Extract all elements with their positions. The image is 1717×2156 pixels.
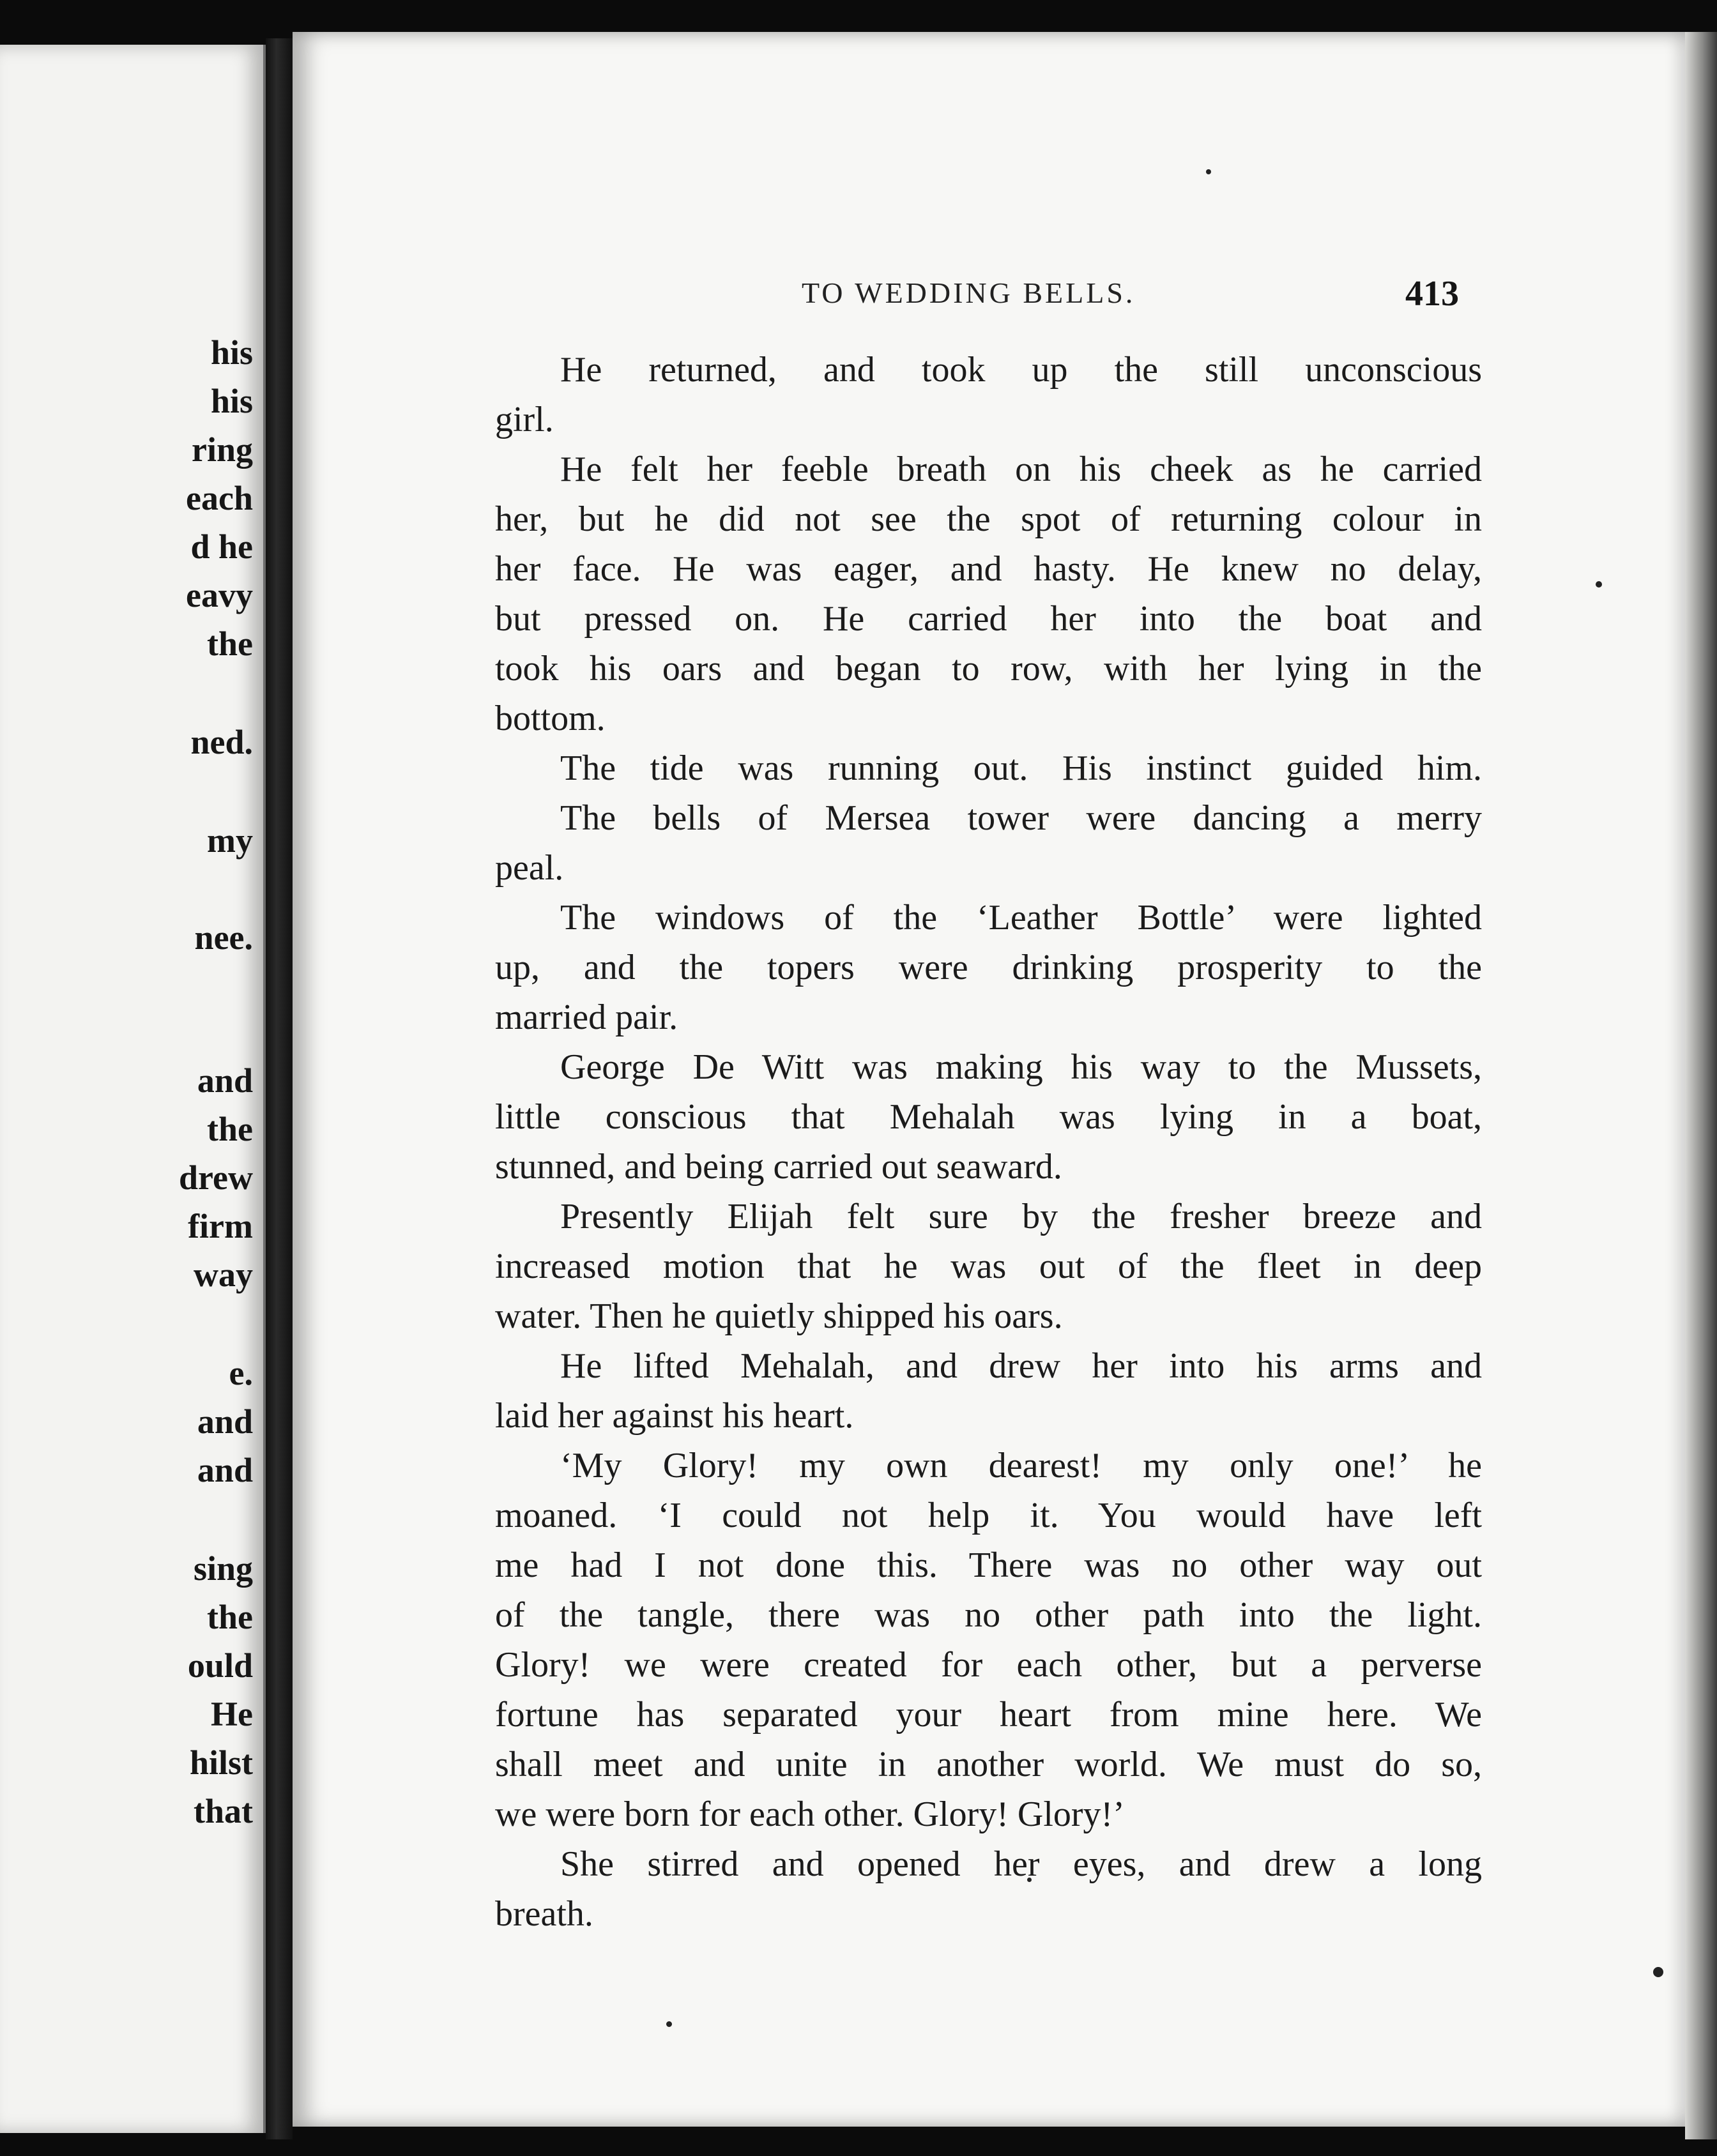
text-line: little conscious that Mehalah was lying in a boat, — [495, 1097, 1482, 1137]
left-page-fragment: eavy — [186, 576, 253, 614]
left-page-fragment: e. — [229, 1354, 253, 1392]
left-page-fragment: firm — [188, 1207, 253, 1245]
left-page-fragment: his — [210, 382, 253, 420]
text-line: breath. — [495, 1894, 593, 1934]
text-line: increased motion that he was out of the fleet in deep — [495, 1247, 1482, 1286]
text-line: The tide was running out. His instinct guided him. — [560, 748, 1482, 788]
text-line: moaned. ‘I could not help it. You would have left — [495, 1496, 1482, 1535]
text-line: laid her against his heart. — [495, 1396, 854, 1436]
running-head: TO WEDDING BELLS. — [802, 277, 1136, 309]
text-line: her, but he did not see the spot of returning colour in — [495, 499, 1482, 539]
text-line: water. Then he quietly shipped his oars. — [495, 1296, 1063, 1336]
text-line: me had I not done this. There was no other way out — [495, 1545, 1482, 1585]
text-line: her face. He was eager, and hasty. He knew no delay, — [495, 549, 1482, 589]
speck — [666, 2021, 672, 2027]
text-line: The windows of the ‘Leather Bottle’ were lighted — [560, 898, 1482, 938]
text-line: He lifted Mehalah, and drew her into his arms and — [560, 1346, 1482, 1386]
left-page-fragment: d he — [190, 528, 253, 566]
text-line: The bells of Mersea tower were dancing a merry — [560, 798, 1482, 838]
left-page-fragment: that — [194, 1792, 253, 1830]
left-page-fragment: drew — [179, 1158, 253, 1197]
text-line: shall meet and unite in another world. We must do so, — [495, 1745, 1482, 1784]
text-line: Glory! we were created for each other, but a perverse — [495, 1645, 1482, 1685]
left-page-fragment: ould — [187, 1646, 253, 1685]
left-page-fragment: and — [197, 1451, 253, 1489]
page-number: 413 — [1405, 274, 1459, 314]
left-page-fragment: and — [197, 1402, 253, 1441]
left-page-fragment: hilst — [189, 1743, 253, 1782]
speck — [1653, 1967, 1663, 1977]
left-facing-page — [0, 45, 266, 2133]
left-page-fragment: nee. — [194, 918, 253, 957]
book-gutter — [266, 38, 293, 2139]
left-page-fragment: the — [207, 1598, 253, 1636]
text-line: He felt her feeble breath on his cheek as he carried — [560, 450, 1482, 489]
text-line: but pressed on. He carried her into the boat and — [495, 599, 1482, 639]
left-page-fragment: way — [194, 1256, 253, 1294]
text-line: we were born for each other. Glory! Glory!’ — [495, 1795, 1125, 1834]
left-page-fragment: and — [197, 1061, 253, 1100]
text-line: bottom. — [495, 699, 606, 738]
text-line: of the tangle, there was no other path into the light. — [495, 1595, 1482, 1635]
text-line: She stirred and opened her eyes, and drew a long — [560, 1844, 1482, 1884]
left-page-fragment: sing — [193, 1549, 253, 1588]
text-line: girl. — [495, 400, 554, 439]
left-page-fragment: the — [207, 625, 253, 663]
speck — [1596, 581, 1602, 588]
left-page-fragment: my — [207, 821, 253, 860]
text-line: He returned, and took up the still unconscious — [560, 350, 1482, 390]
speck — [1206, 169, 1211, 174]
left-page-fragment: He — [211, 1695, 253, 1733]
text-line: Presently Elijah felt sure by the fresher breeze and — [560, 1197, 1482, 1236]
text-line: up, and the topers were drinking prosperity to the — [495, 948, 1482, 987]
text-line: took his oars and began to row, with her lying in the — [495, 649, 1482, 688]
page-edge-shadow — [1685, 32, 1717, 2139]
left-page-fragment: each — [186, 479, 253, 517]
left-page-fragment: the — [207, 1110, 253, 1148]
text-line: ‘My Glory! my own dearest! my only one!’ he — [560, 1446, 1482, 1485]
text-line: peal. — [495, 848, 564, 888]
left-page-fragment: his — [210, 333, 253, 372]
text-line: George De Witt was making his way to the Mussets, — [560, 1047, 1482, 1087]
left-page-fragment: ring — [191, 430, 253, 469]
text-line: fortune has separated your heart from mine here. We — [495, 1695, 1482, 1735]
left-page-fragment: ned. — [190, 723, 253, 761]
body-text — [495, 345, 1482, 1939]
text-line: stunned, and being carried out seaward. — [495, 1147, 1062, 1187]
text-line: married pair. — [495, 998, 678, 1037]
